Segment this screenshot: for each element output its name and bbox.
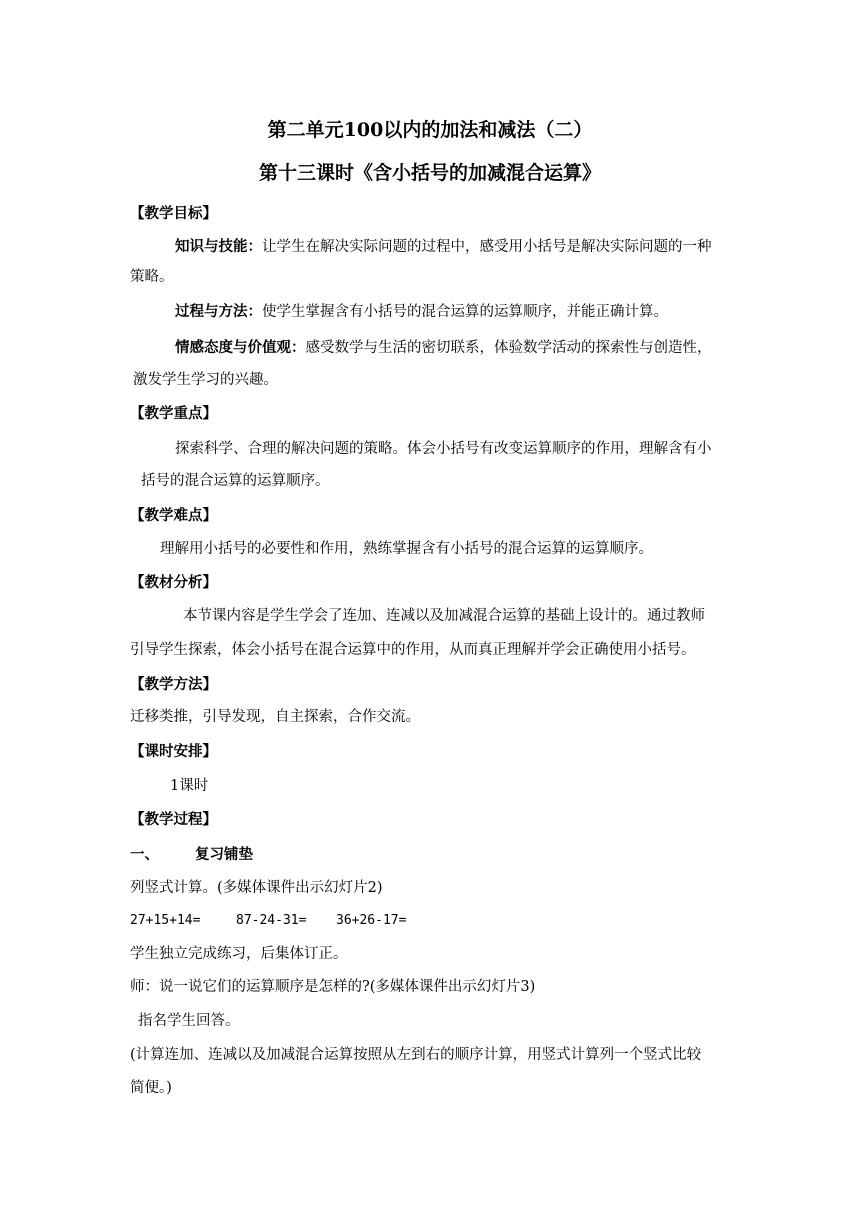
paragraph-explanation-cont: 简便。) <box>130 1080 172 1096</box>
paragraph-teacher-question: 师：说一说它们的运算顺序是怎样的?(多媒体课件出示幻灯片3) <box>130 979 536 995</box>
section1-title: 复习铺垫 <box>195 846 253 863</box>
goal-knowledge-label: 知识与技能： <box>175 238 262 255</box>
equation-1: 27+15+14= <box>130 913 201 928</box>
schedule-text: 1课时 <box>170 778 209 794</box>
analysis-text-cont: 引导学生探索，体会小括号在混合运算中的作用，从而真正理解并学会正确使用小括号。 <box>130 642 696 658</box>
goal-process-label: 过程与方法： <box>175 303 262 320</box>
key-heading: 【教学重点】 <box>130 405 217 422</box>
goal-knowledge-cont: 策略。 <box>130 269 174 285</box>
difficulty-heading: 【教学难点】 <box>130 507 217 524</box>
goal-knowledge <box>175 236 735 258</box>
section1-number: 一、 <box>130 846 159 863</box>
key-text: 探索科学、合理的解决问题的策略。体会小括号有改变运算顺序的作用，理解含有小 <box>175 441 712 457</box>
goal-process <box>175 301 785 323</box>
equation-3: 36+26-17= <box>336 913 407 928</box>
paragraph-practice: 学生独立完成练习，后集体订正。 <box>130 946 348 962</box>
schedule-heading: 【课时安排】 <box>130 743 217 760</box>
goal-attitude-label: 情感态度与价值观： <box>175 339 306 356</box>
goals-heading: 【教学目标】 <box>130 205 217 222</box>
difficulty-text: 理解用小括号的必要性和作用，熟练掌握含有小括号的混合运算的运算顺序。 <box>160 541 653 557</box>
analysis-text: 本节课内容是学生学会了连加、连减以及加减混合运算的基础上设计的。通过教师 <box>183 608 705 624</box>
lesson-title: 第十三课时《含小括号的加减混合运算》 <box>258 162 601 184</box>
method-heading: 【教学方法】 <box>130 676 217 693</box>
goal-attitude <box>175 337 785 359</box>
paragraph-explanation: (计算连加、连减以及加减混合运算按照从左到右的顺序计算，用竖式计算列一个竖式比较 <box>130 1047 702 1063</box>
analysis-heading: 【教材分析】 <box>130 574 217 591</box>
equation-2: 87-24-31= <box>236 913 307 928</box>
goal-process-text: 使学生掌握含有小括号的混合运算的运算顺序，并能正确计算。 <box>262 304 668 320</box>
paragraph-student-answer: 指名学生回答。 <box>138 1013 240 1029</box>
goal-attitude-cont: 激发学生学习的兴趣。 <box>133 372 278 388</box>
method-text: 迁移类推，引导发现，自主探索，合作交流。 <box>130 709 420 725</box>
unit-title: 第二单元100以内的加法和减法（二） <box>267 119 593 141</box>
process-heading: 【教学过程】 <box>130 811 217 828</box>
goal-knowledge-text: 让学生在解决实际问题的过程中，感受用小括号是解决实际问题的一种 <box>262 239 712 255</box>
key-text-cont: 括号的混合运算的运算顺序。 <box>141 473 330 489</box>
paragraph-vertical-calc: 列竖式计算。(多媒体课件出示幻灯片2) <box>130 880 383 896</box>
section1-heading <box>130 844 740 866</box>
goal-attitude-text: 感受数学与生活的密切联系，体验数学活动的探索性与创造性， <box>305 340 712 356</box>
